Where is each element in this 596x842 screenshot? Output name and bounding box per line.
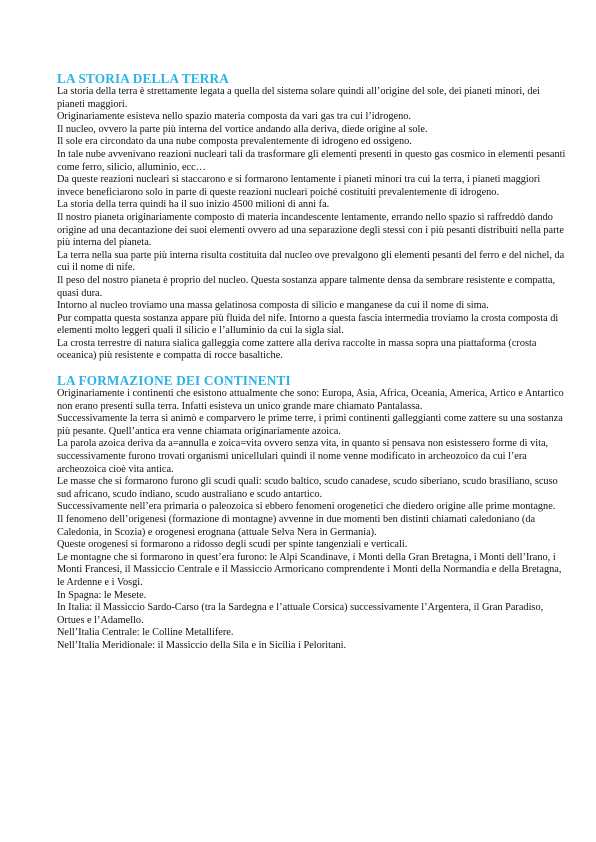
section-title-storia-terra: LA STORIA DELLA TERRA: [57, 71, 229, 86]
paragraph: Originariamente i continenti che esistono attualmente che sono: Europa, Asia, Africa, Oceania, America, Artico e Antartico non erano presenti sulla terra. Infatti esisteva un unico grande mare chiamato Pantalassa.: [57, 388, 564, 412]
paragraph: Pur compatta questa sostanza appare più fluida del nife. Intorno a questa fascia intermedia troviamo la crosta composta di elementi molto leggeri quali il silicio e l’alluminio da cui la sigla sial.: [57, 312, 559, 337]
paragraph: La terra nella sua parte più interna risulta costituita dal nucleo ove prevalgono gli elementi pesanti del ferro e del nichel, da cui il nome di nife.: [57, 249, 565, 274]
paragraph: Nell’Italia Centrale: le Colline Metallifere.: [57, 627, 234, 639]
section-body-formazione-continenti: [57, 388, 566, 652]
paragraph: Il peso del nostro pianeta è proprio del nucleo. Questa sostanza appare talmente densa da sembrare resistente e compatta, quasi dura.: [57, 274, 556, 299]
paragraph: Da queste reazioni nucleari si staccarono e si formarono lentamente i pianeti minori tra cui la terra, i pianeti maggiori invece beneficiarono solo in parte di queste reazioni nucleari poiché costituiti prevalentemente di idrogeno.: [57, 174, 541, 198]
paragraph: La crosta terrestre di natura sialica galleggia come zattere alla deriva raccolte in massa sopra una piattaforma (crosta oceanica) più resistente e compatta di rocce basaltiche.: [57, 337, 537, 362]
paragraph: La storia della terra è strettamente legata a quella del sistema solare quindi all’origine del sole, dei pianeti minori, dei pianeti maggiori.: [57, 86, 540, 110]
paragraph: Successivamente nell’era primaria o paleozoica si ebbero fenomeni orogenetici che diedero origine alle prime montagne.: [57, 501, 556, 513]
paragraph: In Spagna: le Mesete.: [57, 589, 147, 601]
paragraph: In Italia: il Massiccio Sardo-Carso (tra la Sardegna e l’attuale Corsica) successivamente l’Argentera, il Gran Paradiso, Ortues e l’Adamello.: [57, 602, 544, 626]
paragraph: La parola azoica deriva da a=annulla e zoica=vita ovvero senza vita, in quanto si pensava non esistessero forme di vita, successivamente furono trovati organismi unicellulari quindi il nome venne modificato in archeozoico da cui l’era archeozoica cioè vita antica.: [57, 438, 549, 475]
paragraph: Queste orogenesi si formarono a ridosso degli scudi per spinte tangenziali e verticali.: [57, 539, 408, 551]
paragraph: Le masse che si formarono furono gli scudi quali: scudo baltico, scudo canadese, scudo siberiano, scudo brasiliano, scuso sud africano, scudo indiano, scudo australiano e scudo antartico.: [57, 476, 558, 500]
paragraph: Intorno al nucleo troviamo una massa gelatinosa composta di silicio e manganese da cui il nome di sima.: [57, 300, 489, 312]
paragraph: Successivamente la terra si animò e comparvero le prime terre, i primi continenti galleggianti come zattere su una sostanza più pesante. Quell’antica era venne chiamata originariamente azoica.: [57, 413, 563, 437]
section-title-formazione-continenti: LA FORMAZIONE DEI CONTINENTI: [57, 373, 291, 389]
paragraph: Le montagne che si formarono in quest’era furono: le Alpi Scandinave, i Monti della Gran Bretagna, i Monti dell’Irano, i Monti Francesi, il Massiccio Centrale e il Massiccio Armoricano comprendente i Monti della Normandia e della Bretagna, le Ardenne e i Vosgi.: [57, 551, 562, 588]
section-body-storia-terra: [57, 86, 566, 363]
paragraph: Il fenomeno dell’origenesi (formazione di montagne) avvenne in due momenti ben distinti chiamati caledoniano (da Caledonia, in Scozia) e orogenesi erognana (attuale Selva Nera in Germania).: [57, 514, 536, 538]
paragraph: Il nucleo, ovvero la parte più interna del vortice andando alla deriva, diede origine al sole.: [57, 123, 428, 135]
paragraph: Il sole era circondato da una nube composta prevalentemente di idrogeno ed ossigeno.: [57, 136, 412, 148]
paragraph: In tale nube avvenivano reazioni nucleari tali da trasformare gli elementi presenti in questo gas cosmico in elementi pesanti come ferro, silicio, alluminio, ecc…: [57, 148, 566, 173]
paragraph: Originariamente esisteva nello spazio materia composta da vari gas tra cui l’idrogeno.: [57, 111, 411, 123]
paragraph: Nell’Italia Meridionale: il Massiccio della Sila e in Sicilia i Peloritani.: [57, 639, 347, 651]
paragraph: Il nostro pianeta originariamente composto di materia incandescente lentamente, errando nello spazio si raffreddò dando origine ad una decantazione dei suoi elementi ovvero ad una separazione degli stessi con i più pesanti distribuiti nella parte più interna del pianeta.: [57, 211, 564, 249]
paragraph: La storia della terra quindi ha il suo inizio 4500 milioni di anni fa.: [57, 199, 330, 211]
